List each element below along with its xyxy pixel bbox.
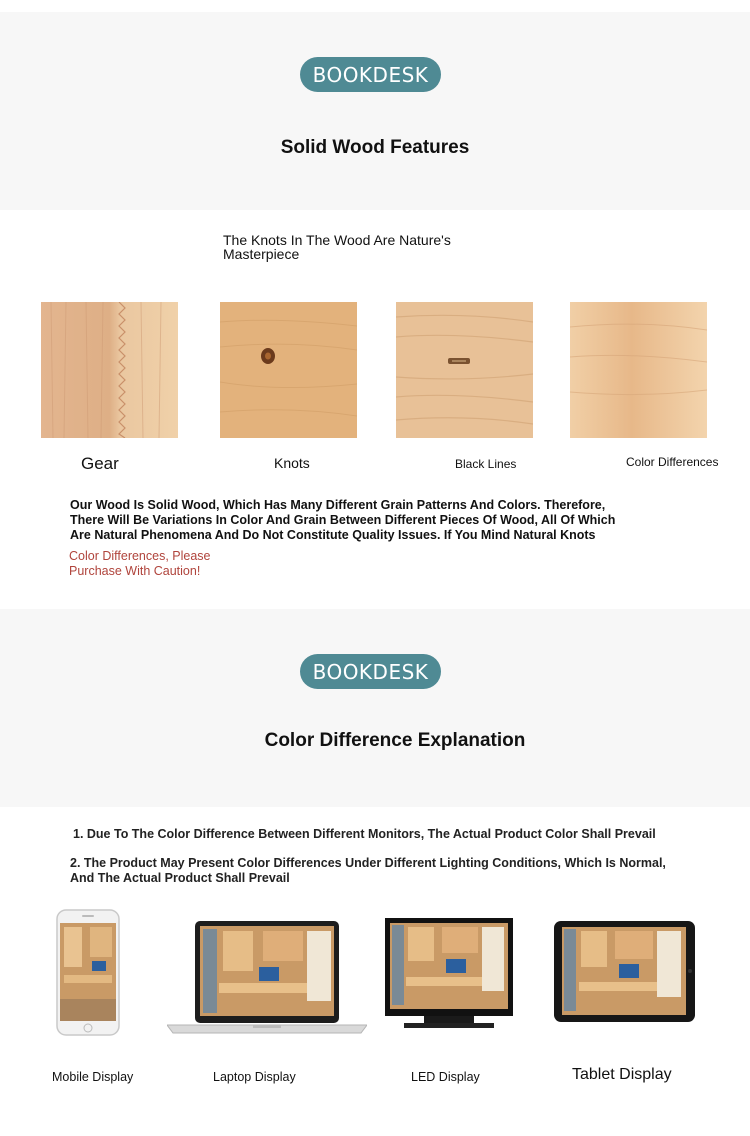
- sample-label-color-differences: Color Differences: [626, 455, 719, 469]
- device-label-mobile: Mobile Display: [52, 1070, 134, 1084]
- section-title: Solid Wood Features: [280, 137, 470, 158]
- note-monitor: 1. Due To The Color Difference Between Different Monitors, The Actual Product Color Shall Prevail: [73, 827, 656, 841]
- section-one-header-band: [0, 12, 750, 210]
- warning-line: Color Differences, Please: [69, 549, 211, 563]
- subtitle-line: The Knots In The Wood Are Nature's: [223, 232, 451, 248]
- wood-sample-gear: [41, 302, 178, 438]
- wood-sample-color-differences: [570, 302, 707, 438]
- laptop-device-image: [167, 919, 367, 1037]
- note-lighting: [70, 856, 666, 886]
- sample-label-knots: Knots: [274, 455, 310, 471]
- description-line: Our Wood Is Solid Wood, Which Has Many Different Grain Patterns And Colors. Therefore,: [70, 498, 606, 512]
- brand-badge: BOOKDESK: [300, 57, 441, 92]
- warning-line: Purchase With Caution!: [69, 564, 201, 578]
- device-label-tablet: Tablet Display: [572, 1066, 672, 1083]
- section-subtitle: [223, 233, 451, 261]
- description-line: There Will Be Variations In Color And Grain Between Different Pieces Of Wood, All Of Which: [70, 513, 616, 527]
- description-line: Are Natural Phenomena And Do Not Constitute Quality Issues. If You Mind Natural Knots: [70, 528, 596, 542]
- sample-label-gear: Gear: [81, 454, 119, 473]
- section-title: Color Difference Explanation: [264, 730, 526, 751]
- note-line: And The Actual Product Shall Prevail: [70, 871, 290, 885]
- section-two-header-band: [0, 609, 750, 807]
- caution-warning: [69, 549, 211, 579]
- subtitle-line: Masterpiece: [223, 246, 300, 262]
- mobile-device-image: [56, 909, 120, 1036]
- sample-label-black-lines: Black Lines: [455, 457, 517, 471]
- wood-description: [70, 498, 615, 543]
- device-label-laptop: Laptop Display: [213, 1070, 296, 1084]
- note-line: 2. The Product May Present Color Differences Under Different Lighting Conditions, Which Is Normal,: [70, 856, 666, 870]
- brand-badge: BOOKDESK: [300, 654, 441, 689]
- tablet-device-image: [553, 920, 696, 1023]
- led-monitor-image: [384, 917, 514, 1029]
- device-label-led: LED Display: [411, 1070, 480, 1084]
- wood-sample-knots: [220, 302, 357, 438]
- wood-sample-black-lines: [396, 302, 533, 438]
